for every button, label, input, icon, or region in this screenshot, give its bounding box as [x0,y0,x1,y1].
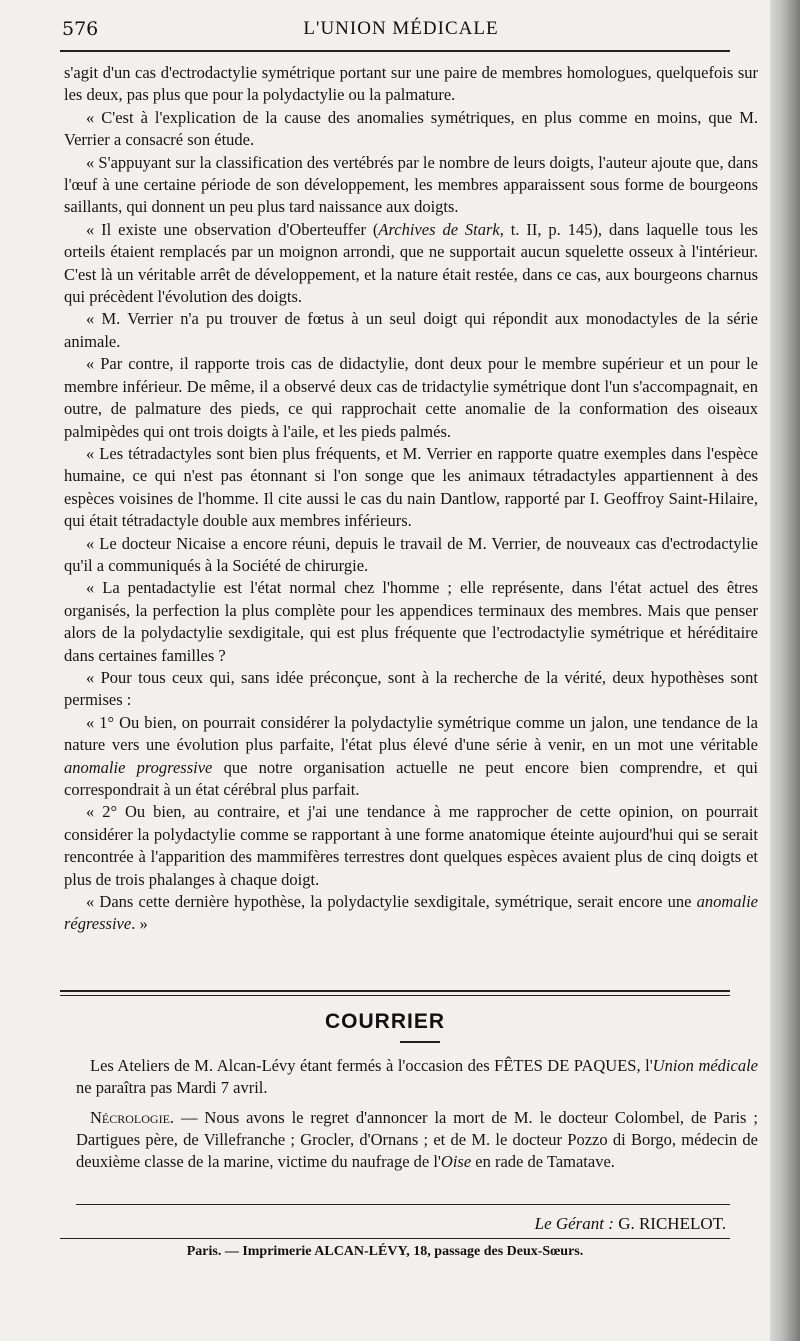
paragraph: « Il existe une observation d'Oberteuffer (Archives de Stark, t. II, p. 145), dans laquelle tous les orteils étaient remplacés par un moignon arrondi, que ne supportait aucun squelette osseux à l'intérieur. C'est là un véritable arrêt de développement, et la nature était restée, dans ce cas, aux bourgeons charnus qui précèdent l'évolution des doigts. [64,219,758,307]
page-number: 576 [62,18,99,40]
paragraph: « M. Verrier n'a pu trouver de fœtus à un seul doigt qui répondit aux monodactyles de la série animale. [64,309,758,351]
gerant-name: G. RICHELOT. [618,1214,726,1233]
paragraph: « Dans cette dernière hypothèse, la polydactylie sexdigitale, symétrique, serait encore une anomalie régressive. » [64,892,758,934]
page-header [62,18,740,44]
article-body [64,62,758,936]
necrology-notice: Nécrologie. — Nous avons le regret d'annoncer la mort de M. le docteur Colombel, de Paris ; Dartigues père, de Villefranche ; Grocler, d'Ornans ; et de M. le docteur Pozzo di Borgo, médecin de deuxième classe de la marine, victime du naufrage de l'Oise en rade de Tamatave. [76,1108,758,1171]
emphasis: anomalie progressive [64,757,213,777]
paragraph: « S'appuyant sur la classification des vertébrés par le nombre de leurs doigts, l'auteur ajoute que, dans l'œuf à une certaine période de son développement, les membres apparaissent sous forme de bourgeons saillants, qui donnent un peu plus tard naissance aux doigts. [64,152,758,217]
paragraph: « 1° Ou bien, on pourrait considérer la polydactylie symétrique comme un jalon, une tendance de la nature vers une évolution plus parfaite, l'état plus élevé d'une série à venir, en un mot une véritable anomalie progressive que notre organisation actuelle ne peut encore bien comprendre, et qui correspondrait à un état cérébral plus parfait. [64,712,758,799]
section-rule-top [60,990,730,992]
paragraph: « 2° Ou bien, au contraire, et j'ai une tendance à me rapprocher de cette opinion, on pourrait considérer la polydactylie comme se rapportant à une forme anatomique éteinte aujourd'hui qui se serait rencontrée à l'apparition des mammifères terrestres dont quelques espèces avaient plus de cinq doigts et plus de trois phalanges à chaque doigt. [64,802,758,889]
courrier-section [76,1055,758,1181]
paragraph: « Par contre, il rapporte trois cas de didactylie, dont deux pour le membre supérieur et un pour le membre inférieur. De même, il a observé deux cas de tridactylie symétrique dont l'un s'accompagnait, en outre, de palmature des pieds, ce qui rapprochait cette anomalie de la conformation des oiseaux palmipèdes qui ont trois doigts à l'aile, et les pieds palmés. [64,354,758,441]
imprint-rule [60,1238,730,1239]
paragraph: « C'est à l'explication de la cause des anomalies symétriques, en plus comme en moins, que M. Verrier a consacré son étude. [64,107,758,150]
section-title: COURRIER [324,1010,445,1033]
page-edge-shadow [770,0,800,1341]
necrology-label: Nécrologie. [90,1108,175,1127]
paragraph: « Pour tous ceux qui, sans idée préconçue, sont à la recherche de la vérité, deux hypothèses sont permises : [64,667,758,710]
paragraph: « Les tétradactyles sont bien plus fréquents, et M. Verrier en rapporte quatre exemples dans l'espèce humaine, ce qui n'est pas étonnant si l'on songe que les animaux tétradactyles appartiennent à des espèces voisines de l'homme. Il cite aussi le cas du nain Dantlow, rapporté par I. Geoffroy Saint-Hilaire, qui était tétradactyle double aux membres inférieurs. [64,443,758,531]
title-underline [400,1041,440,1043]
gerant-signature [535,1214,726,1234]
header-rule [60,50,730,52]
running-title: L'UNION MÉDICALE [303,18,499,39]
section-rule-bottom [60,995,730,996]
closure-notice: Les Ateliers de M. Alcan-Lévy étant fermés à l'occasion des FÊTES DE PAQUES, l'Union médicale ne paraîtra pas Mardi 7 avril. [76,1056,758,1097]
citation-title: Archives de Stark [378,219,500,239]
emphasis: anomalie régressive [64,892,758,934]
printer-imprint: Paris. — Imprimerie ALCAN-LÉVY, 18, passage des Deux-Sœurs. [186,1244,584,1259]
footer-rule [76,1204,730,1205]
paragraph: s'agit d'un cas d'ectrodactylie symétrique portant sur une paire de membres homologues, quelquefois sur les deux, pas plus que pour la polydactylie ou la palmature. [64,63,758,105]
gerant-label: Le Gérant : [534,1214,614,1233]
paragraph: « Le docteur Nicaise a encore réuni, depuis le travail de M. Verrier, de nouveaux cas d'ectrodactylie qu'il a communiqués à la Société de chirurgie. [64,533,758,575]
paragraph: « La pentadactylie est l'état normal chez l'homme ; elle représente, dans l'état actuel des êtres organisés, la perfection la plus complète pour les appendices terminaux des membres. Mais que penser alors de la polydactylie sexdigitale, qui est plus fréquente que l'ectrodactylie symétrique et héréditaire dans certaines familles ? [64,578,758,665]
